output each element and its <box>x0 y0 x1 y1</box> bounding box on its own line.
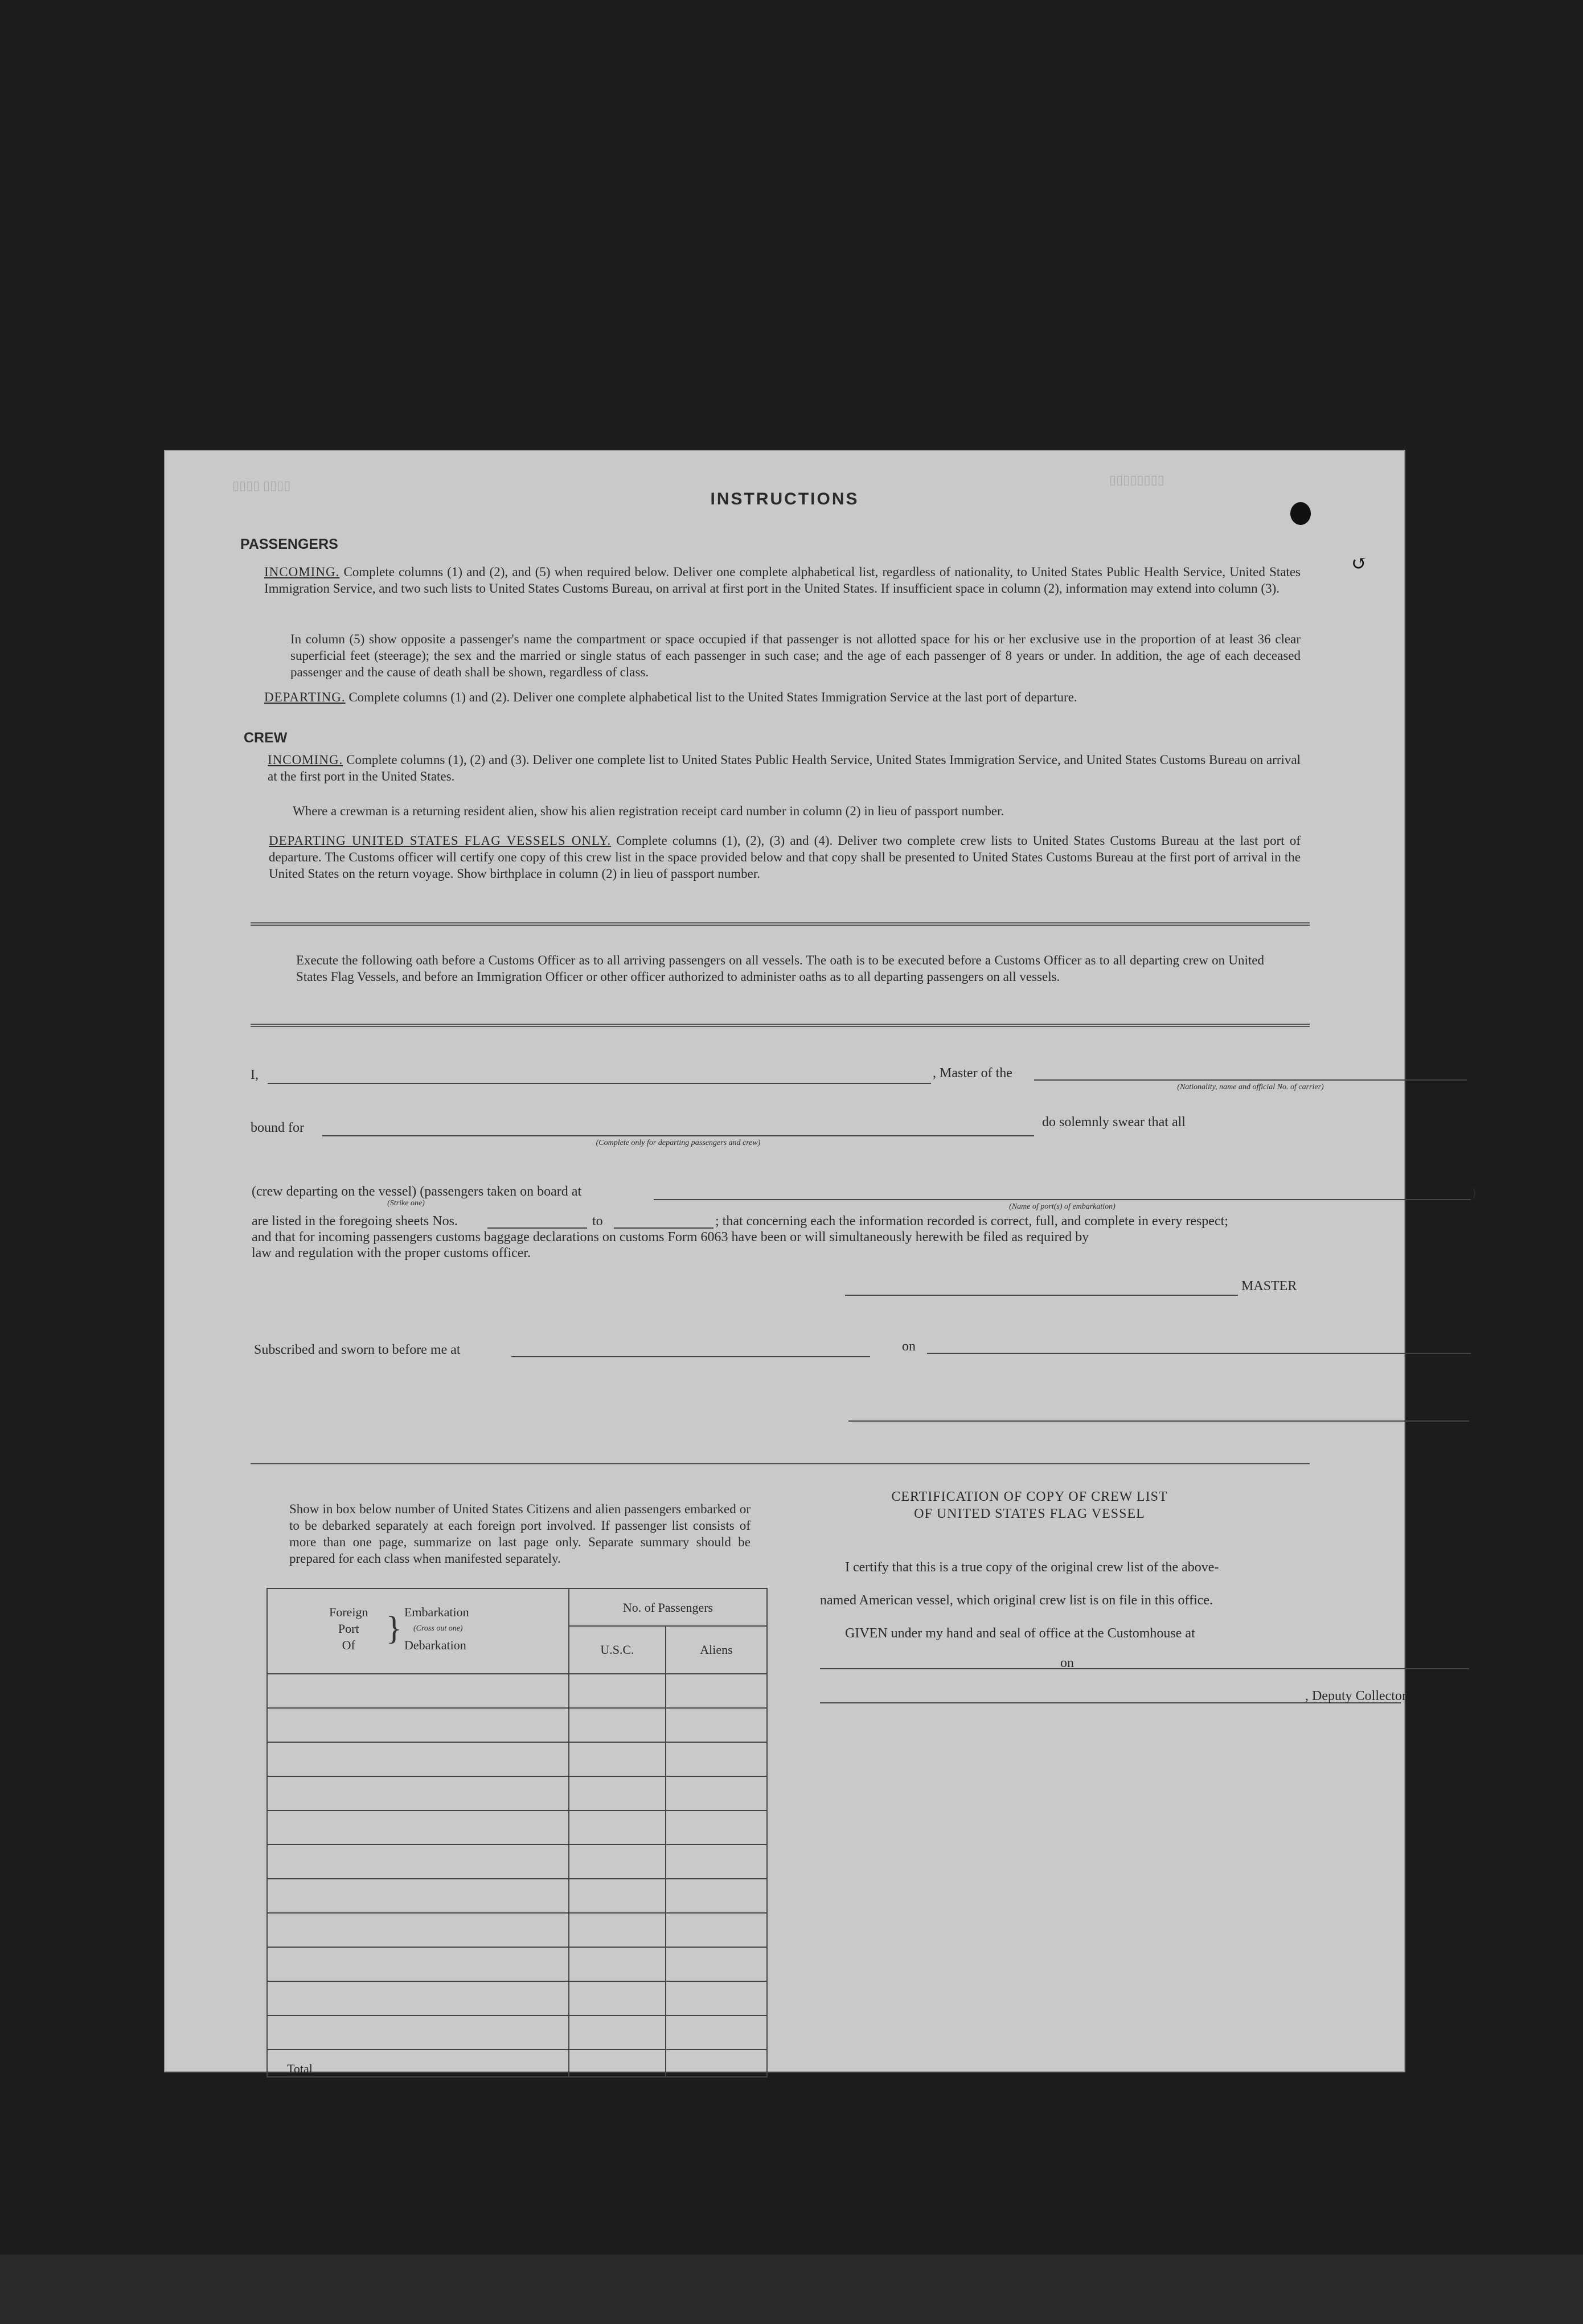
crew-incoming-text: Complete columns (1), (2) and (3). Deliver one complete list to United States Public Health Service, United States Immigration Service, and United States Customs Bureau on arrival at the first port in the United States. <box>268 753 1301 783</box>
officer-signature-field[interactable] <box>848 1420 1469 1422</box>
port-cell[interactable] <box>267 1742 569 1776</box>
embarkation-ports-field[interactable] <box>654 1199 1471 1200</box>
count-cells[interactable] <box>569 1810 767 1845</box>
total-label: Total <box>267 2050 569 2077</box>
port-cell[interactable] <box>267 1913 569 1947</box>
embarkation-label: Embarkation <box>404 1605 469 1619</box>
count-cells[interactable] <box>569 1879 767 1913</box>
crew-flag-lead: DEPARTING UNITED STATES FLAG VESSELS ONLY. <box>269 833 612 848</box>
port-header-cell <box>267 1588 569 1674</box>
crew-incoming-lead: INCOMING. <box>268 753 343 767</box>
foreign-label: Foreign <box>329 1605 368 1619</box>
certify-text-b: named American vessel, which original crew list is on file in this office. <box>820 1593 1213 1608</box>
summary-row <box>267 1913 767 1947</box>
summary-row <box>267 1947 767 1981</box>
strike-one-caption: (Strike one) <box>387 1199 425 1208</box>
sworn-date-field[interactable] <box>927 1353 1471 1354</box>
cert-on-label: on <box>1060 1656 1074 1670</box>
summary-note: Show in box below number of United States Citizens and alien passengers embarked or to be debarked separately at each foreign port involved. If passenger list consists of more than one page, summarize on last page only. Separate summary should be prepared for each class when manifested separately. <box>289 1502 751 1566</box>
passengers-heading: PASSENGERS <box>240 536 338 552</box>
bound-for-caption: (Complete only for departing passengers and crew) <box>596 1139 761 1147</box>
bound-for-label: bound for <box>251 1120 304 1135</box>
count-cells[interactable] <box>569 1947 767 1981</box>
summary-row <box>267 1776 767 1810</box>
crew-list-form-page <box>164 450 1476 2076</box>
deputy-collector-label: , Deputy Collector <box>1305 1689 1406 1703</box>
summary-row <box>267 1742 767 1776</box>
count-cells[interactable] <box>569 1742 767 1776</box>
port-cell[interactable] <box>267 1879 569 1913</box>
cross-out-caption: (Cross out one) <box>413 1624 463 1633</box>
subscribed-label: Subscribed and sworn to before me at <box>254 1342 461 1357</box>
certify-text-a: I certify that this is a true copy of the original crew list of the above- <box>845 1560 1219 1575</box>
count-cells[interactable] <box>569 2015 767 2050</box>
listed-text-c: and that for incoming passengers customs baggage declarations on customs Form 6063 have been or will simultaneously herewith be filed as required by <box>252 1230 1089 1245</box>
sheet-to-field[interactable] <box>614 1227 713 1229</box>
aliens-header: Aliens <box>700 1643 733 1657</box>
section-divider <box>251 1463 1310 1464</box>
count-cells[interactable] <box>569 1981 767 2015</box>
master-name-field[interactable] <box>268 1083 931 1084</box>
port-label: Port <box>338 1621 359 1636</box>
passengers-column5-para: In column (5) show opposite a passenger's name the compartment or space occupied if that passenger is not allotted space for his or her exclusive use in the proportion of at least 36 clear superficial feet (steerage); the sex and the married or single status of each passenger in such case; and the age of each passenger of 8 years or under. In addition, the age of each deceased passenger and the cause of death shall be shown, regardless of class. <box>290 632 1301 679</box>
swear-text: do solemnly swear that all <box>1042 1115 1186 1130</box>
port-cell[interactable] <box>267 1845 569 1879</box>
master-of-label: , Master of the <box>933 1066 1012 1081</box>
brace-mark: } <box>386 1609 402 1646</box>
count-cells[interactable] <box>569 1845 767 1879</box>
summary-row <box>267 1981 767 2015</box>
crew-passengers-line: (crew departing on the vessel) (passengers taken on board at <box>252 1184 582 1199</box>
crew-flag-para <box>269 832 1301 882</box>
certification-title-1: CERTIFICATION OF COPY OF CREW LIST <box>891 1489 1168 1504</box>
listed-text-d: law and regulation with the proper customs officer. <box>252 1246 531 1260</box>
oath-intro: Execute the following oath before a Customs Officer as to all arriving passengers on all vessels. The oath is to be executed before a Customs Officer as to all departing crew on United States Flag Vessels, and before an Immigration Officer or other officer authorized to administer oaths as to all departing passengers on all vessels. <box>296 953 1264 984</box>
oath-i-label: I, <box>251 1067 259 1082</box>
master-label: MASTER <box>1241 1279 1297 1294</box>
summary-row <box>267 1674 767 1708</box>
port-cell[interactable] <box>267 1776 569 1810</box>
crew-heading: CREW <box>244 730 288 746</box>
listed-text-a: are listed in the foregoing sheets Nos. <box>252 1214 458 1229</box>
certification-title-2: OF UNITED STATES FLAG VESSEL <box>914 1506 1145 1521</box>
bleed-through-mark: ▯▯▯▯▯▯▯▯ <box>1109 473 1164 487</box>
passengers-departing-lead: DEPARTING. <box>264 690 346 704</box>
port-cell[interactable] <box>267 1708 569 1742</box>
summary-rows <box>267 1674 767 2050</box>
section-divider <box>251 1024 1310 1027</box>
passengers-incoming-lead: INCOMING. <box>264 565 340 579</box>
count-cells[interactable] <box>569 1913 767 1947</box>
port-cell[interactable] <box>267 1674 569 1708</box>
passengers-header-cell <box>569 1588 767 1674</box>
debarkation-label: Debarkation <box>404 1638 466 1652</box>
total-value-cell[interactable] <box>569 2050 767 2077</box>
passengers-incoming-para <box>264 564 1301 597</box>
close-paren: ) <box>1471 1185 1476 1200</box>
sworn-place-field[interactable] <box>511 1356 870 1357</box>
given-text: GIVEN under my hand and seal of office at the Customhouse at <box>845 1626 1195 1641</box>
listed-to-label: to <box>592 1214 603 1229</box>
carrier-caption: (Nationality, name and official No. of carrier) <box>1177 1083 1324 1091</box>
bound-for-field[interactable] <box>322 1135 1034 1136</box>
port-cell[interactable] <box>267 1810 569 1845</box>
summary-row <box>267 1810 767 1845</box>
summary-row <box>267 1845 767 1879</box>
passenger-summary-table <box>266 1588 768 2077</box>
scanner-bottom-band <box>0 2255 1583 2324</box>
master-signature-field[interactable] <box>845 1295 1238 1296</box>
passengers-incoming-text: Complete columns (1) and (2), and (5) when required below. Deliver one complete alphabetical list, regardless of nationality, to United States Public Health Service, United States Immigration Service, and two such lists to United States Customs Bureau, on arrival at first port in the United States. If insufficient space in column (2), information may extend into column (3). <box>264 565 1301 596</box>
crew-resident-para: Where a crewman is a returning resident alien, show his alien registration receipt card number in column (2) in lieu of passport number. <box>293 804 1004 818</box>
usc-header: U.S.C. <box>569 1627 666 1673</box>
crew-incoming-para <box>268 752 1301 785</box>
port-cell[interactable] <box>267 1947 569 1981</box>
summary-row <box>267 2015 767 2050</box>
count-cells[interactable] <box>569 1708 767 1742</box>
cert-date-field[interactable] <box>1082 1668 1469 1669</box>
of-label: Of <box>342 1638 355 1652</box>
carrier-field[interactable] <box>1034 1079 1467 1081</box>
passengers-departing-para <box>264 689 1301 705</box>
page-title: INSTRUCTIONS <box>710 490 859 508</box>
summary-row <box>267 1879 767 1913</box>
curl-mark: ↺ <box>1351 553 1368 574</box>
sworn-on-label: on <box>902 1339 916 1354</box>
port-cell[interactable] <box>267 1981 569 2015</box>
summary-row <box>267 1708 767 1742</box>
section-divider <box>251 922 1310 926</box>
passengers-departing-text: Complete columns (1) and (2). Deliver one complete alphabetical list to the United States Immigration Service at the last port of departure. <box>348 690 1077 704</box>
count-cells[interactable] <box>569 1674 767 1708</box>
listed-text-b: ; that concerning each the information recorded is correct, full, and complete in every respect; <box>715 1214 1228 1229</box>
count-cells[interactable] <box>569 1776 767 1810</box>
passengers-header: No. of Passengers <box>569 1589 766 1627</box>
sheet-from-field[interactable] <box>487 1227 587 1229</box>
crew-flag-text: Complete columns (1), (2), (3) and (4). Deliver two complete crew lists to United States Customs Bureau at the last port of departure. The Customs officer will certify one copy of this crew list in the space provided below and that copy shall be presented to United States Customs Bureau at the first port of arrival in the United States on the return voyage. Show birthplace in column (2) in lieu of passport number. <box>269 833 1301 881</box>
ports-caption: (Name of port(s) of embarkation) <box>1009 1202 1116 1211</box>
bleed-through-mark: ▯▯▯▯ ▯▯▯▯ <box>232 478 291 492</box>
port-cell[interactable] <box>267 2015 569 2050</box>
